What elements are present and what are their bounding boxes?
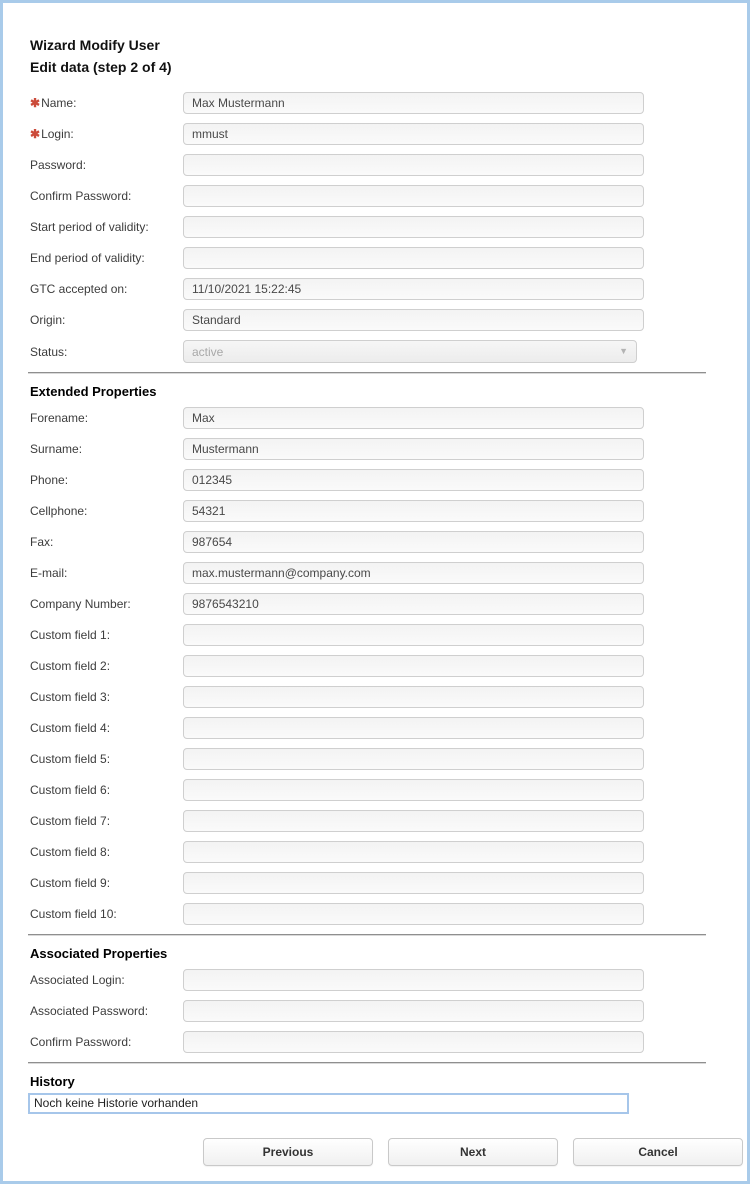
section-divider <box>28 372 706 374</box>
text-input[interactable] <box>183 810 644 832</box>
field-row <box>30 686 720 708</box>
field-row <box>30 500 720 522</box>
field-label: Confirm Password: <box>30 189 132 203</box>
field-label-cell <box>30 158 183 172</box>
field-label: Custom field 10: <box>30 907 117 921</box>
text-input[interactable] <box>183 624 644 646</box>
field-label: Custom field 6: <box>30 783 111 797</box>
section-divider <box>28 934 706 936</box>
field-label: Custom field 7: <box>30 814 111 828</box>
required-asterisk: ✱ <box>30 127 41 141</box>
text-input[interactable] <box>183 154 644 176</box>
field-row <box>30 123 720 145</box>
text-input[interactable] <box>183 531 644 553</box>
field-label-cell <box>30 907 183 921</box>
field-label-cell <box>30 189 183 203</box>
text-input[interactable] <box>183 872 644 894</box>
text-input[interactable] <box>183 92 644 114</box>
field-label-cell <box>30 876 183 890</box>
field-label: Origin: <box>30 313 66 327</box>
field-label-cell <box>30 659 183 673</box>
field-label: Associated Password: <box>30 1004 149 1018</box>
field-row <box>30 469 720 491</box>
field-label-cell <box>30 566 183 580</box>
field-label-cell <box>30 411 183 425</box>
text-input[interactable] <box>183 655 644 677</box>
text-input[interactable] <box>183 247 644 269</box>
text-input[interactable] <box>183 841 644 863</box>
history-message: Noch keine Historie vorhanden <box>34 1096 199 1110</box>
field-label: Confirm Password: <box>30 1035 132 1049</box>
field-label: Start period of validity: <box>30 220 149 234</box>
text-input[interactable] <box>183 123 644 145</box>
field-label: Surname: <box>30 442 83 456</box>
field-row <box>30 154 720 176</box>
field-label-cell <box>30 783 183 797</box>
field-row <box>30 562 720 584</box>
section-extended <box>30 407 720 925</box>
field-row <box>30 748 720 770</box>
field-row <box>30 278 720 300</box>
field-label-cell <box>30 345 183 359</box>
field-label: Custom field 9: <box>30 876 111 890</box>
field-row <box>30 92 720 114</box>
field-label-cell <box>30 504 183 518</box>
field-label: Status: <box>30 344 68 359</box>
field-label-cell <box>30 721 183 735</box>
field-row <box>30 593 720 615</box>
field-label-cell <box>30 597 183 611</box>
section-associated <box>30 969 720 1053</box>
field-label-cell <box>30 473 183 487</box>
text-input[interactable] <box>183 903 644 925</box>
text-input[interactable] <box>183 779 644 801</box>
field-label: Company Number: <box>30 597 131 611</box>
field-label-cell <box>30 535 183 549</box>
field-label-cell <box>30 251 183 265</box>
field-label: Forename: <box>30 411 89 425</box>
field-label: Login: <box>41 127 74 141</box>
text-input[interactable] <box>183 438 644 460</box>
field-label-cell <box>30 814 183 828</box>
field-row <box>30 340 720 363</box>
text-input[interactable] <box>183 1031 644 1053</box>
field-row <box>30 624 720 646</box>
field-label: Custom field 8: <box>30 845 111 859</box>
field-label: Password: <box>30 158 87 172</box>
text-input[interactable] <box>183 686 644 708</box>
text-input[interactable] <box>183 469 644 491</box>
field-label: Custom field 1: <box>30 628 111 642</box>
field-label: Custom field 3: <box>30 690 111 704</box>
field-row <box>30 1031 720 1053</box>
field-label-cell <box>30 127 183 141</box>
next-button[interactable]: Next <box>388 1138 558 1166</box>
field-row <box>30 717 720 739</box>
field-row <box>30 969 720 991</box>
field-row <box>30 779 720 801</box>
text-input[interactable] <box>183 500 644 522</box>
field-row <box>30 1000 720 1022</box>
field-label: Custom field 2: <box>30 659 111 673</box>
page-subtitle: Edit data (step 2 of 4) <box>30 59 172 75</box>
field-label-cell <box>30 845 183 859</box>
field-row <box>30 531 720 553</box>
field-row <box>30 185 720 207</box>
text-input[interactable] <box>183 185 644 207</box>
field-label: Phone: <box>30 473 69 487</box>
field-label-cell <box>30 220 183 234</box>
history-box <box>28 1093 629 1114</box>
cancel-button[interactable]: Cancel <box>573 1138 743 1166</box>
wizard-content <box>3 3 747 1166</box>
field-label: Associated Login: <box>30 973 125 987</box>
text-input[interactable] <box>183 562 644 584</box>
field-row <box>30 438 720 460</box>
text-input[interactable] <box>183 1000 644 1022</box>
text-input[interactable] <box>183 216 644 238</box>
field-label-cell <box>30 313 183 327</box>
status-select[interactable] <box>183 340 637 363</box>
required-asterisk: ✱ <box>30 96 41 110</box>
field-row <box>30 903 720 925</box>
field-row <box>30 841 720 863</box>
field-label-cell <box>30 442 183 456</box>
field-row <box>30 216 720 238</box>
field-label: GTC accepted on: <box>30 282 128 296</box>
text-input[interactable] <box>183 309 644 331</box>
field-label: Fax: <box>30 535 54 549</box>
section-heading-associated: Associated Properties <box>30 946 168 961</box>
field-label: E-mail: <box>30 566 68 580</box>
field-label: Cellphone: <box>30 504 88 518</box>
field-label-cell <box>30 973 183 987</box>
field-label: Custom field 4: <box>30 721 111 735</box>
page-title: Wizard Modify User <box>30 37 160 53</box>
history-section <box>30 1075 720 1114</box>
section-heading-extended: Extended Properties <box>30 384 157 399</box>
field-label-cell <box>30 752 183 766</box>
field-label-cell <box>30 690 183 704</box>
history-heading: History <box>30 1074 75 1089</box>
field-row <box>30 810 720 832</box>
field-label-cell <box>30 96 183 110</box>
section-divider <box>28 1062 706 1064</box>
text-input[interactable] <box>183 717 644 739</box>
section-basic <box>30 92 720 363</box>
field-label-cell <box>30 1004 183 1018</box>
text-input[interactable] <box>183 407 644 429</box>
field-row <box>30 407 720 429</box>
field-label-cell <box>30 628 183 642</box>
chevron-down-icon: ▼ <box>619 346 628 356</box>
text-input[interactable] <box>183 748 644 770</box>
field-row <box>30 309 720 331</box>
field-label: Name: <box>41 96 77 110</box>
field-label: End period of validity: <box>30 251 145 265</box>
field-row <box>30 655 720 677</box>
text-input[interactable] <box>183 278 644 300</box>
field-row <box>30 872 720 894</box>
text-input[interactable] <box>183 593 644 615</box>
field-label: Custom field 5: <box>30 752 111 766</box>
wizard-button-row <box>203 1138 743 1166</box>
previous-button[interactable]: Previous <box>203 1138 373 1166</box>
field-label-cell <box>30 1035 183 1049</box>
text-input[interactable] <box>183 969 644 991</box>
status-select-value: active <box>192 344 224 359</box>
field-row <box>30 247 720 269</box>
field-label-cell <box>30 282 183 296</box>
